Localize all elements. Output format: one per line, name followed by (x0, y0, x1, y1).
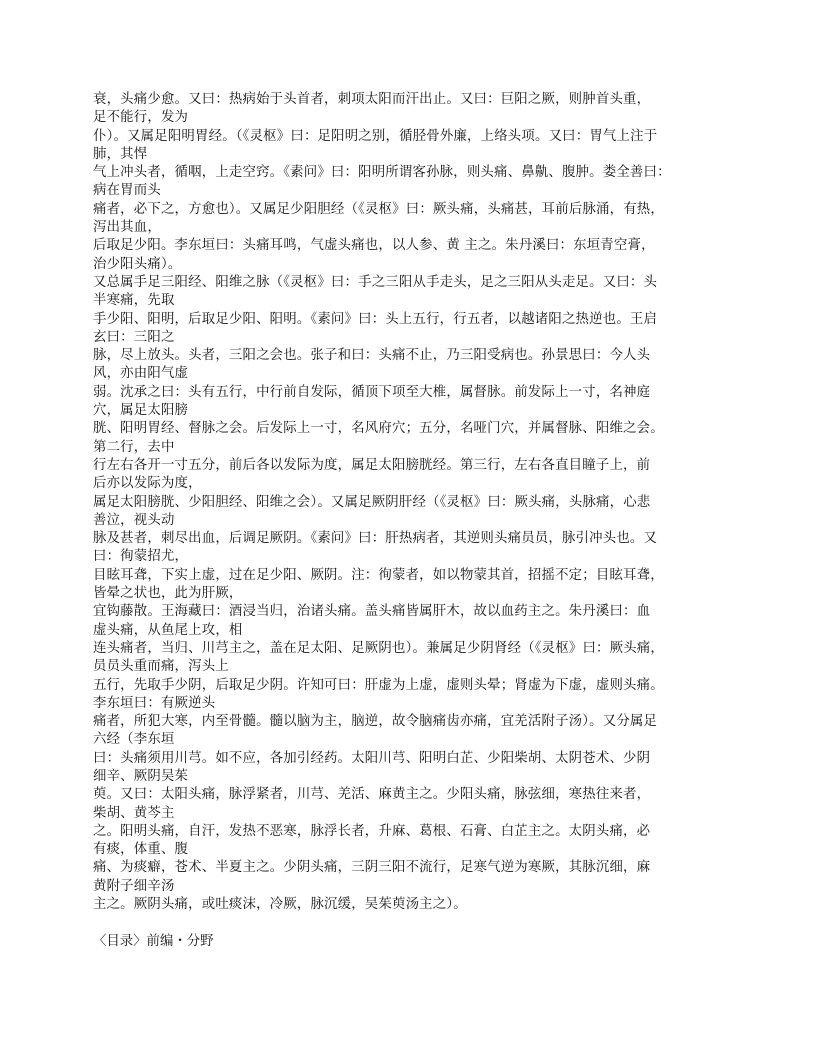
text-line: 虚头痛，从鱼尾上攻，相 (93, 622, 243, 638)
text-line: 六经（李东垣 (93, 732, 175, 748)
text-line: 目眩耳聋，下实上虚，过在足少阳、厥阴。注：徇蒙者，如以物蒙其首，招摇不定；目眩耳聋， (93, 567, 664, 583)
text-line: 胱、阳明胃经、督脉之会。后发际上一寸，名风府穴；五分，名哑门穴，并属督脉、阳维之会。 (93, 421, 664, 437)
text-line: 皆晕之状也，此为肝厥， (93, 586, 243, 602)
text-line: 痛、为痰癖，苍术、半夏主之。少阴头痛，三阴三阳不流行，足寒气逆为寒厥，其脉沉细，麻 (93, 860, 651, 876)
text-line: 病在胃而头 (93, 183, 161, 199)
text-line: 柴胡、黄芩主 (93, 805, 175, 821)
text-line: 五行，先取手少阴，后取足少阴。许知可曰：肝虚为上虚，虚则头晕；肾虚为下虚，虚则头痛。 (93, 677, 664, 693)
text-line: 气上冲头者，循咽，上走空窍。《素问》曰：阳明所谓客孙脉，则头痛、鼻鼽、腹肿。娄全善曰： (93, 165, 671, 181)
text-line: 后亦以发际为度， (93, 476, 202, 492)
text-line: 曰：徇蒙招尤， (93, 549, 189, 565)
text-line: 连头痛者，当归、川芎主之，盖在足太阳、足厥阴也）。兼属足少阴肾经（《灵枢》曰：厥头痛， (93, 640, 664, 656)
text-line: 脉，尽上放头。头者，三阳之会也。张子和曰：头痛不止，乃三阳受病也。孙景思曰：今人头 (93, 348, 651, 364)
text-line: 善泣，视头动 (93, 512, 175, 528)
text-line: 穴，属足太阳膀 (93, 403, 189, 419)
text-line: 行左右各开一寸五分，前后各以发际为度，属足太阳膀胱经。第三行，左右各直目瞳子上，前 (93, 457, 651, 473)
text-line: 后取足少阳。李东垣曰：头痛耳鸣，气虚头痛也，以人参、黄 主之。朱丹溪曰：东垣青空膏， (93, 238, 655, 254)
text-line: 曰：头痛须用川芎。如不应，各加引经药。太阳川芎、阳明白芷、少阳柴胡、太阴苍术、少阴 (93, 750, 651, 766)
text-line: 玄曰：三阳之 (93, 329, 175, 345)
text-line: 弱。沈承之曰：头有五行，中行前自发际，循顶下项至大椎，属督脉。前发际上一寸，名神庭 (93, 384, 651, 400)
text-line: 衰，头痛少愈。又曰：热病始于头首者，刺项太阳而汗出止。又曰：巨阳之厥，则肿首头重， (93, 92, 651, 107)
text-line: 泻出其血， (93, 220, 161, 236)
document-body (93, 91, 733, 914)
text-line: 治少阳头痛）。 (93, 256, 182, 272)
text-line: 萸。又曰：太阳头痛，脉浮紧者，川芎、羌活、麻黄主之。少阳头痛，脉弦细，寒热往来者， (93, 787, 651, 803)
text-line: 属足太阳膀胱、少阳胆经、阳维之会）。又属足厥阴肝经（《灵枢》曰：厥头痛，头脉痛，心悲 (93, 494, 651, 510)
text-line: 足不能行，发为 (93, 110, 189, 126)
text-line: 主之。厥阴头痛，或吐痰沫，冷厥，脉沉缓，吴茱萸汤主之）。 (93, 897, 467, 913)
text-line: 仆）。又属足阳明胃经。（《灵枢》曰：足阳明之别，循胫骨外廉，上络头项。又曰：胃气上注于 (93, 128, 658, 144)
text-line: 黄附子细辛汤 (93, 878, 175, 894)
text-line: 又总属手足三阳经、阳维之脉（《灵枢》曰：手之三阳从手走头，足之三阳从头走足。又曰：头 (93, 274, 658, 290)
text-line: 第二行，去中 (93, 439, 175, 455)
text-line: 半寒痛，先取 (93, 293, 175, 309)
text-line: 之。阳明头痛，自汗，发热不恶寒，脉浮长者，升麻、葛根、石膏、白芷主之。太阴头痛，必 (93, 823, 651, 839)
text-line: 李东垣曰：有厥逆头 (93, 695, 216, 711)
text-line: 痛者，所犯大寒，内至骨髓。髓以脑为主，脑逆，故令脑痛齿亦痛，宜羌活附子汤）。又分属足 (93, 714, 658, 730)
toc-nav-link[interactable]: 〈目录〉前编・分野 (93, 934, 214, 949)
text-line: 风，亦由阳气虚 (93, 366, 189, 382)
text-line: 员员头重而痛，泻头上 (93, 659, 229, 675)
text-line: 有痰，体重、腹 (93, 842, 189, 858)
text-line: 细辛、厥阴吴茱 (93, 768, 189, 784)
text-line: 肺，其悍 (93, 146, 148, 162)
text-line: 手少阳、阳明，后取足少阳、阳明。《素问》曰：头上五行，行五者，以越诸阳之热逆也。王启 (93, 311, 658, 327)
text-line: 脉及甚者，刺尽出血，后调足厥阴。《素问》曰：肝热病者，其逆则头痛员员，脉引冲头也。又 (93, 531, 658, 547)
text-line: 痛者，必下之，方愈也）。又属足少阳胆经（《灵枢》曰：厥头痛，头痛甚，耳前后脉涌，有热， (93, 201, 664, 217)
text-line: 宜钩藤散。王海藏曰：酒浸当归，治诸头痛。盖头痛皆属肝木，故以血药主之。朱丹溪曰：血 (93, 604, 651, 620)
